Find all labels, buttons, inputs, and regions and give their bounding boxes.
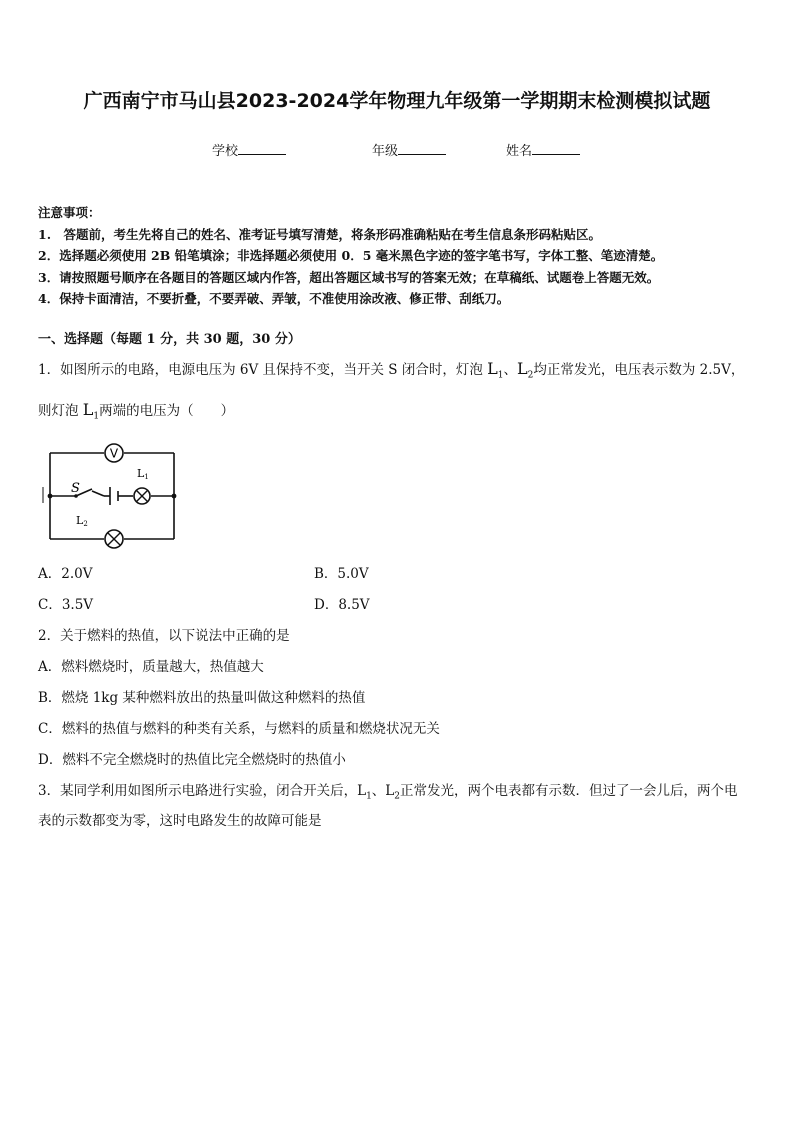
note-item: 1. 答题前，考生先将自己的姓名、准考证号填写清楚，将条形码准确粘贴在考生信息条形码粘贴区。 (38, 226, 602, 242)
q1-option-d[interactable]: D．8.5V (314, 597, 370, 613)
name-blank[interactable] (532, 142, 580, 155)
q1-option-b[interactable]: B．5.0V (314, 566, 369, 582)
section-heading: 一、选择题（每题 1 分，共 30 题，30 分） (38, 332, 301, 347)
q1-stem-line1 (38, 358, 744, 381)
q1-text: 则灯泡 (38, 403, 83, 419)
q3-text: 3．某同学利用如图所示电路进行实验，闭合开关后，L (38, 783, 367, 799)
subscript: 1 (366, 791, 372, 802)
lamp2-icon (105, 530, 123, 548)
q3-text: 、L (371, 783, 395, 799)
name-label: 姓名 (506, 144, 533, 159)
voltmeter-label: V (109, 446, 119, 461)
student-info-row (0, 140, 794, 160)
name-field[interactable] (506, 140, 580, 159)
q3-text: 正常发光，两个电表都有示数．但过了一会儿后，两个电 (400, 783, 738, 799)
voltmeter-icon (105, 444, 123, 462)
q1-text: 均正常发光，电压表示数为 2.5V， (533, 362, 745, 378)
lamp1-label: L1 (137, 467, 149, 481)
grade-field[interactable] (372, 140, 446, 159)
lamp-symbol: L (487, 359, 498, 378)
q1-stem-line2 (38, 399, 234, 422)
circuit-diagram (38, 437, 178, 552)
subscript: 2 (527, 370, 534, 381)
grade-blank[interactable] (398, 142, 446, 155)
q1-text: 1．如图所示的电路，电源电压为 6V 且保持不变，当开关 S 闭合时，灯泡 (38, 362, 488, 378)
subscript: 1 (497, 370, 504, 381)
subscript: 2 (394, 791, 400, 802)
exam-title: 广西南宁市马山县2023-2024学年物理九年级第一学期期末检测模拟试题 (83, 90, 711, 112)
notes-section (38, 202, 663, 310)
school-field[interactable] (212, 140, 286, 159)
school-label: 学校 (212, 144, 239, 159)
grade-label: 年级 (372, 144, 399, 159)
note-item: 2．选择题必须使用 2B 铅笔填涂；非选择题必须使用 0．5 毫米黑色字迹的签字笔书写，字体工整、笔迹清楚。 (38, 248, 664, 263)
q2-stem: 2．关于燃料的热值，以下说法中正确的是 (38, 628, 290, 644)
separator: 、 (503, 362, 517, 378)
q3-stem-line1 (38, 779, 738, 802)
lamp-symbol: L (517, 359, 528, 378)
lamp-symbol: L (82, 400, 94, 419)
q1-option-c[interactable]: C．3.5V (38, 597, 94, 613)
q1-option-a[interactable]: A．2.0V (38, 566, 93, 582)
lamp2-label: L2 (76, 514, 88, 528)
q3-stem-line2: 表的示数都变为零，这时电路发生的故障可能是 (38, 813, 322, 829)
note-item: 4．保持卡面清洁，不要折叠，不要弄破、弄皱，不准使用涂改液、修正带、刮纸刀。 (38, 291, 510, 306)
school-blank[interactable] (238, 142, 286, 155)
q2-option-c[interactable]: C．燃料的热值与燃料的种类有关系，与燃料的质量和燃烧状况无关 (38, 721, 440, 737)
lamp1-icon (134, 488, 150, 504)
q2-option-b[interactable]: B．燃烧 1kg 某种燃料放出的热量叫做这种燃料的热值 (38, 690, 366, 706)
q2-option-d[interactable]: D．燃料不完全燃烧时的热值比完全燃烧时的热值小 (38, 752, 346, 768)
note-item: 3．请按照题号顺序在各题目的答题区域内作答，超出答题区域书写的答案无效；在草稿纸、试题卷上答题无效。 (38, 269, 660, 285)
switch-label: S (71, 481, 80, 496)
notes-heading: 注意事项： (38, 205, 101, 220)
q1-text: 两端的电压为（ ） (99, 403, 235, 419)
subscript: 1 (93, 411, 100, 422)
q2-option-a[interactable]: A．燃料燃烧时，质量越大，热值越大 (38, 659, 264, 675)
